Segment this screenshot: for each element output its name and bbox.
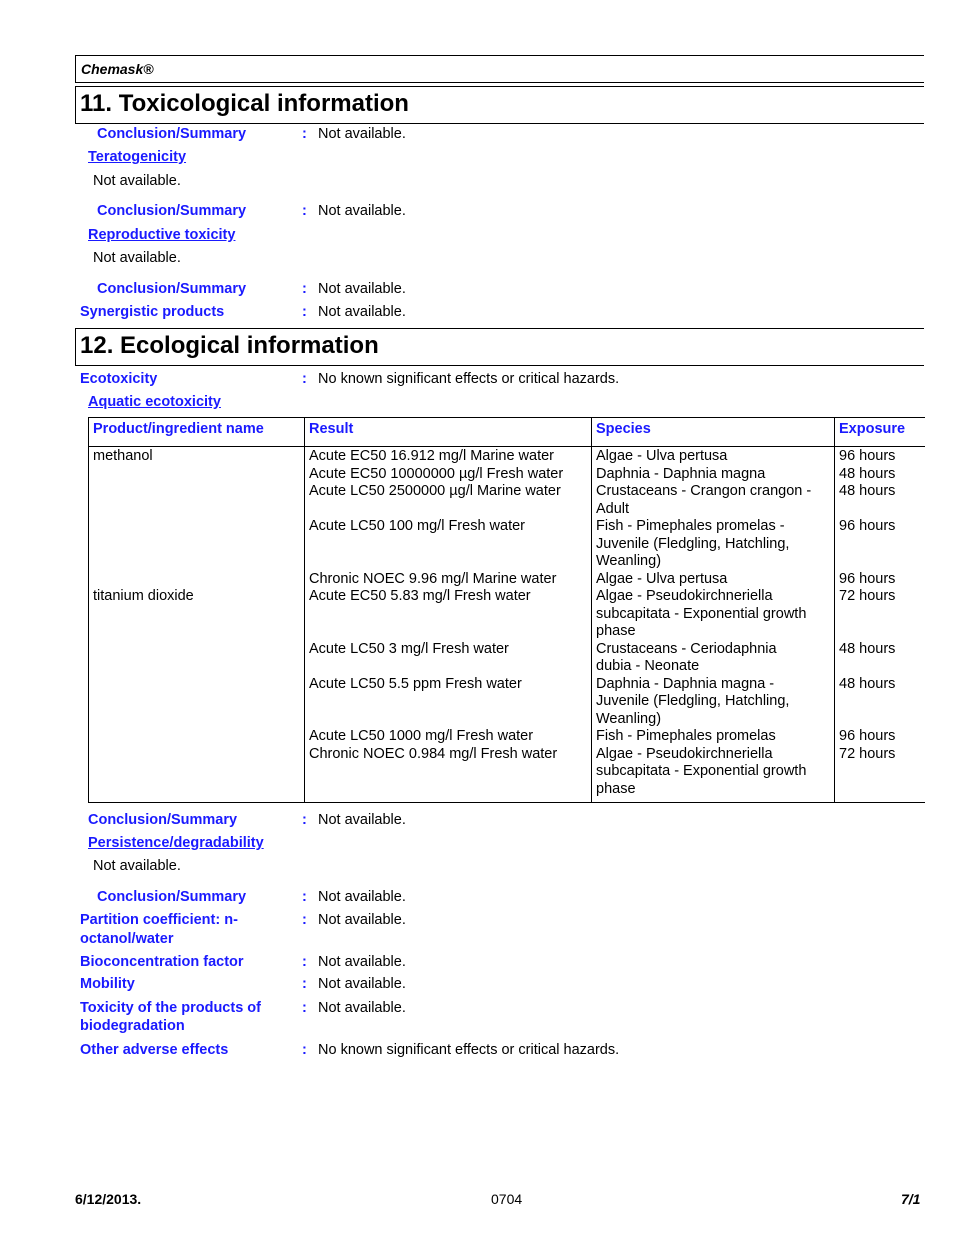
column-header-exposure: Exposure [835, 418, 925, 447]
toxicity-products-value: Not available. [318, 1000, 406, 1016]
footer-code: 0704 [491, 1191, 523, 1207]
conclusion-summary-label: Conclusion/Summary [97, 126, 247, 142]
conclusion-summary-label: Conclusion/Summary [97, 889, 247, 905]
result-value: Chronic NOEC 9.96 mg/l Marine water [309, 570, 557, 587]
synergistic-products-label: Synergistic products [80, 304, 225, 320]
colon: : [302, 889, 307, 905]
species-value: Algae - Pseudokirchneriella [596, 745, 773, 762]
species-value: Adult [596, 500, 630, 517]
product-name: Chemask® [81, 61, 154, 77]
teratogenicity-link[interactable]: Teratogenicity [88, 149, 187, 165]
column-header-result: Result [305, 418, 592, 447]
species-value: Fish - Pimephales promelas - [596, 518, 785, 534]
synergistic-products-value: Not available. [318, 304, 406, 320]
species-value: Daphnia - Daphnia magna - [596, 675, 775, 692]
table-header-row [89, 418, 925, 447]
species-value: Algae - Ulva pertusa [596, 570, 728, 587]
ecotoxicity-value: No known significant effects or critical hazards. [318, 371, 620, 387]
conclusion-summary-value: Not available. [318, 281, 406, 297]
species-value: Weanling) [596, 553, 662, 569]
colon: : [302, 126, 307, 142]
result-value: Acute LC50 100 mg/l Fresh water [309, 518, 525, 534]
toxicity-products-label: Toxicity of the products of [80, 1000, 261, 1016]
section-11-title: 11. Toxicological information [80, 90, 409, 117]
ingredient-name: methanol [93, 448, 153, 464]
partition-coefficient-label: octanol/water [80, 931, 174, 947]
species-value: Algae - Ulva pertusa [596, 448, 728, 464]
species-value: Weanling) [596, 710, 662, 727]
teratogenicity-text: Not available. [93, 173, 181, 189]
colon: : [302, 304, 307, 320]
colon: : [302, 1000, 307, 1016]
aquatic-ecotoxicity-table [88, 417, 925, 803]
colon: : [302, 281, 307, 297]
exposure-value: 96 hours [839, 448, 896, 464]
result-value: Acute EC50 16.912 mg/l Marine water [309, 448, 555, 464]
aquatic-ecotoxicity-link[interactable]: Aquatic ecotoxicity [88, 394, 221, 410]
bioconcentration-factor-label: Bioconcentration factor [80, 954, 244, 970]
colon: : [302, 1042, 307, 1058]
species-value: subcapitata - Exponential growth [596, 605, 807, 622]
ecotoxicity-label: Ecotoxicity [80, 371, 158, 387]
species-value: Crustaceans - Ceriodaphnia [596, 640, 777, 657]
result-value: Acute LC50 1000 mg/l Fresh water [309, 728, 534, 744]
partition-coefficient-label: Partition coefficient: n- [80, 912, 238, 928]
species-value: Daphnia - Daphnia magna [596, 465, 766, 482]
reproductive-toxicity-link[interactable]: Reproductive toxicity [88, 227, 236, 243]
exposure-value: 96 hours [839, 728, 896, 744]
exposure-value: 96 hours [839, 570, 896, 587]
column-header-product: Product/ingredient name [89, 418, 305, 447]
exposure-value: 48 hours [839, 640, 896, 657]
conclusion-summary-value: Not available. [318, 126, 406, 142]
conclusion-summary-value: Not available. [318, 812, 406, 828]
conclusion-summary-value: Not available. [318, 203, 406, 219]
result-value: Acute LC50 3 mg/l Fresh water [309, 640, 509, 657]
toxicity-products-label: biodegradation [80, 1018, 185, 1034]
mobility-label: Mobility [80, 976, 135, 992]
species-value: subcapitata - Exponential growth [596, 763, 807, 779]
result-cell [305, 447, 592, 803]
result-value: Acute LC50 5.5 ppm Fresh water [309, 675, 522, 692]
section-11-heading [75, 86, 924, 124]
table-row [89, 447, 925, 803]
partition-coefficient-value: Not available. [318, 912, 406, 928]
species-value: Juvenile (Fledgling, Hatchling, [596, 693, 790, 709]
document-header [75, 55, 924, 83]
mobility-value: Not available. [318, 976, 406, 992]
species-value: Crustaceans - Crangon crangon - [596, 483, 812, 499]
conclusion-summary-label: Conclusion/Summary [97, 281, 247, 297]
ingredient-cell [89, 447, 305, 803]
colon: : [302, 954, 307, 970]
exposure-value: 96 hours [839, 518, 896, 534]
reproductive-toxicity-text: Not available. [93, 250, 181, 266]
exposure-cell [835, 447, 925, 803]
result-value: Chronic NOEC 0.984 mg/l Fresh water [309, 745, 558, 762]
bioconcentration-factor-value: Not available. [318, 954, 406, 970]
result-value: Acute EC50 5.83 mg/l Fresh water [309, 588, 531, 604]
colon: : [302, 203, 307, 219]
exposure-value: 48 hours [839, 483, 896, 499]
section-12-heading [75, 328, 924, 366]
species-cell [592, 447, 835, 803]
section-12-title: 12. Ecological information [80, 332, 379, 359]
species-value: Fish - Pimephales promelas [596, 728, 776, 744]
colon: : [302, 371, 307, 387]
result-value: Acute LC50 2500000 µg/l Marine water [309, 483, 561, 499]
footer-page-number: 7/1 [901, 1191, 921, 1207]
other-adverse-effects-label: Other adverse effects [80, 1042, 229, 1058]
exposure-value: 72 hours [839, 588, 896, 604]
species-value: phase [596, 780, 636, 797]
exposure-value: 72 hours [839, 745, 896, 762]
exposure-value: 48 hours [839, 675, 896, 692]
exposure-value: 48 hours [839, 465, 896, 482]
colon: : [302, 976, 307, 992]
species-value: Algae - Pseudokirchneriella [596, 588, 773, 604]
species-value: Juvenile (Fledgling, Hatchling, [596, 535, 790, 552]
conclusion-summary-label: Conclusion/Summary [97, 203, 247, 219]
conclusion-summary-value: Not available. [318, 889, 406, 905]
ingredient-name: titanium dioxide [93, 588, 194, 604]
persistence-text: Not available. [93, 858, 181, 874]
species-value: dubia - Neonate [596, 658, 700, 674]
colon: : [302, 812, 307, 828]
species-value: phase [596, 623, 636, 639]
other-adverse-effects-value: No known significant effects or critical hazards. [318, 1042, 620, 1058]
colon: : [302, 912, 307, 928]
column-header-species: Species [592, 418, 835, 447]
footer-date: 6/12/2013. [75, 1191, 142, 1207]
conclusion-summary-label: Conclusion/Summary [88, 812, 238, 828]
persistence-degradability-link[interactable]: Persistence/degradability [88, 835, 264, 851]
result-value: Acute EC50 10000000 µg/l Fresh water [309, 465, 564, 482]
